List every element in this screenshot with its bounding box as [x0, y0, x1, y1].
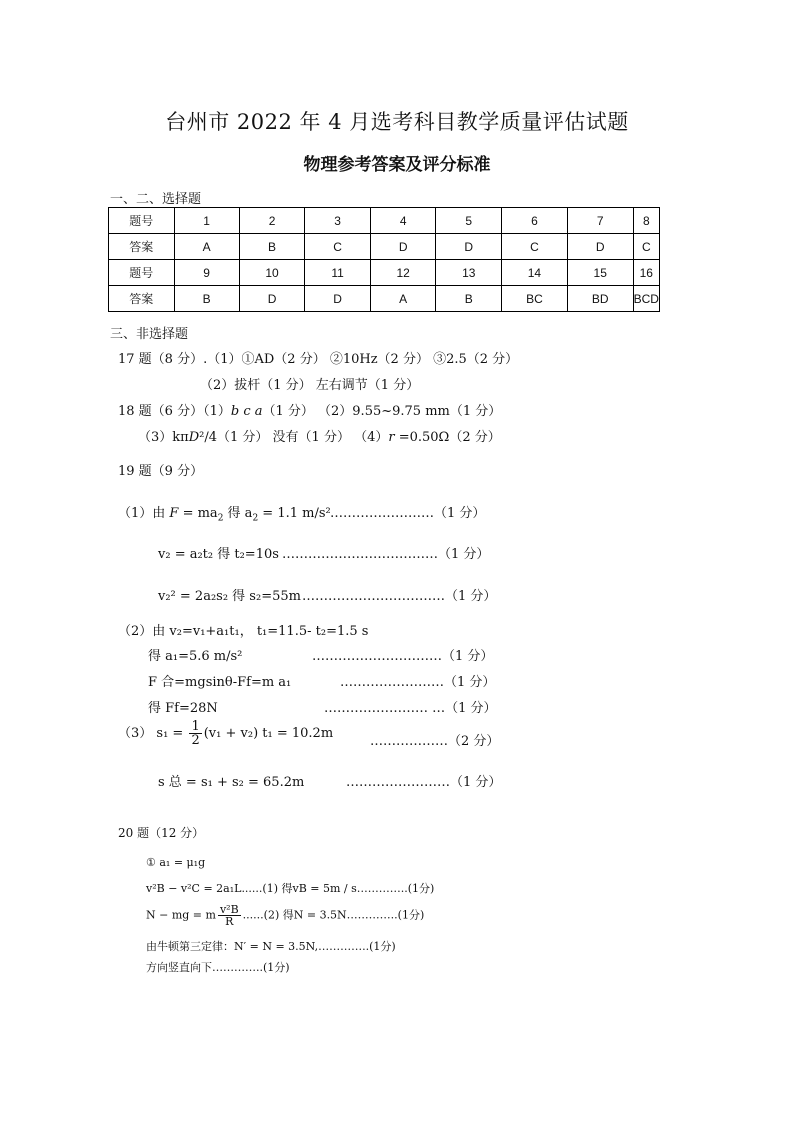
- table-cell: D: [305, 286, 371, 312]
- q19-var: F: [169, 506, 179, 521]
- answer-table: [108, 207, 660, 312]
- q18-text: ²/4（1 分） 没有（1 分） （4）: [199, 430, 389, 445]
- section-nonchoice-heading: 三、非选择题: [110, 327, 189, 342]
- table-cell: 15: [567, 260, 633, 286]
- q19-score-7: …………………… …（1 分）: [324, 701, 497, 716]
- q18-text: （1 分） （2）9.55~9.75 mm（1 分）: [262, 404, 502, 419]
- q19-step-8: [118, 720, 333, 747]
- table-cell: D: [436, 234, 502, 260]
- table-cell: C: [633, 234, 659, 260]
- fraction-denominator: 2: [191, 733, 200, 748]
- table-cell: C: [502, 234, 568, 260]
- q19-text: （1）由: [118, 506, 170, 521]
- q19-sub: 2: [252, 513, 259, 524]
- table-cell: 5: [436, 208, 502, 234]
- table-cell: 7: [567, 208, 633, 234]
- table-cell: 3: [305, 208, 371, 234]
- fraction: [218, 904, 241, 927]
- q19-score-9: ……………………（1 分）: [346, 775, 502, 790]
- q18-text: （3）kπ: [138, 430, 189, 445]
- q20-text: N − mg = m: [146, 908, 216, 922]
- q18-text: =0.50Ω（2 分）: [394, 430, 501, 445]
- table-cell: A: [174, 234, 239, 260]
- table-row: [109, 208, 660, 234]
- q19-step-6: F 合=mgsinθ-Ff=m a₁: [148, 675, 292, 690]
- table-cell: 1: [174, 208, 239, 234]
- q19-text: 得 a: [223, 506, 253, 521]
- q19-text: = 1.1 m/s²: [258, 506, 331, 521]
- fraction-numerator: 1: [191, 719, 200, 734]
- q19-text: = ma: [178, 506, 218, 521]
- table-cell: A: [370, 286, 436, 312]
- table-cell: 答案: [109, 234, 175, 260]
- table-cell: B: [174, 286, 239, 312]
- q19-step-1: [118, 502, 331, 524]
- fraction-numerator: v²B: [219, 903, 239, 916]
- q19-score-3: ……………………………（1 分）: [302, 589, 497, 604]
- table-cell: 8: [633, 208, 659, 234]
- table-cell: 16: [633, 260, 659, 286]
- table-row: [109, 234, 660, 260]
- table-cell: 答案: [109, 286, 175, 312]
- table-cell: D: [567, 234, 633, 260]
- table-cell: 13: [436, 260, 502, 286]
- table-cell: 6: [502, 208, 568, 234]
- q19-step-3: v₂² = 2a₂s₂ 得 s₂=55m: [158, 589, 301, 604]
- section-choice-heading: 一、二、选择题: [110, 192, 202, 207]
- table-cell: B: [436, 286, 502, 312]
- q19-sub: 2: [217, 513, 224, 524]
- q19-step-4: （2）由 v₂=v₁+a₁t₁， t₁=11.5- t₂=1.5 s: [118, 624, 369, 639]
- q19-text: (v₁ + v₂) t₁ = 10.2m: [203, 726, 334, 741]
- table-cell: 9: [174, 260, 239, 286]
- table-cell: 2: [239, 208, 305, 234]
- table-cell: 11: [305, 260, 371, 286]
- q19-score-2: ………………………………（1 分）: [282, 547, 490, 562]
- table-cell: 题号: [109, 208, 175, 234]
- q20-line-1: ① a₁ = μ₁g: [146, 856, 206, 869]
- page-subtitle: 物理参考答案及评分标准: [303, 155, 491, 175]
- q20-line-3: [146, 904, 424, 927]
- q17-line-2: （2）拔杆（1 分） 左右调节（1 分）: [200, 378, 420, 393]
- q20-line-5: 方向竖直向下…………..(1分): [146, 961, 290, 974]
- fraction: [189, 720, 201, 747]
- q19-text: （3） s₁ =: [118, 726, 188, 741]
- q20-line-4: 由牛顿第三定律：N′ = N = 3.5N,…………..(1分): [146, 940, 396, 953]
- table-cell: D: [239, 286, 305, 312]
- table-cell: BD: [567, 286, 633, 312]
- table-row: [109, 260, 660, 286]
- fraction-denominator: R: [225, 915, 234, 928]
- q19-step-2: v₂ = a₂t₂ 得 t₂=10s: [158, 547, 279, 562]
- table-cell: B: [239, 234, 305, 260]
- q18-var: r: [388, 430, 395, 445]
- q18-order: b c a: [230, 404, 263, 419]
- q19-step-5: 得 a₁=5.6 m/s²: [148, 649, 243, 664]
- table-cell: D: [370, 234, 436, 260]
- table-row: [109, 286, 660, 312]
- table-cell: C: [305, 234, 371, 260]
- q20-heading: 20 题（12 分）: [118, 826, 205, 840]
- q18-var: D: [188, 430, 200, 445]
- q17-line-1: 17 题（8 分）.（1）①AD（2 分） ②10Hz（2 分） ③2.5（2 分）: [118, 352, 519, 367]
- q19-score-5: …………………………（1 分）: [312, 649, 494, 664]
- table-cell: BCD: [633, 286, 659, 312]
- q19-step-9: s 总 = s₁ + s₂ = 65.2m: [158, 775, 305, 790]
- q18-line-2: [138, 426, 501, 445]
- q19-step-7: 得 Ff=28N: [148, 701, 218, 716]
- q20-text: ......(2) 得N = 3.5N…………..(1分): [242, 908, 425, 922]
- q19-heading: 19 题（9 分）: [118, 464, 204, 479]
- table-cell: 4: [370, 208, 436, 234]
- q19-score-1: ……………………（1 分）: [330, 506, 486, 521]
- q19-score-8: ………………（2 分）: [370, 734, 500, 749]
- table-cell: 10: [239, 260, 305, 286]
- page-title: 台州市 2022 年 4 月选考科目教学质量评估试题: [165, 110, 629, 134]
- q18-line-1: [118, 400, 501, 419]
- table-cell: BC: [502, 286, 568, 312]
- q20-line-2: v²B − v²C = 2a₁L......(1) 得vB = 5m / s…………..(1分): [146, 882, 435, 895]
- table-cell: 题号: [109, 260, 175, 286]
- table-cell: 12: [370, 260, 436, 286]
- q19-score-6: ……………………（1 分）: [340, 675, 496, 690]
- q18-text: 18 题（6 分）（1）: [118, 404, 231, 419]
- table-cell: 14: [502, 260, 568, 286]
